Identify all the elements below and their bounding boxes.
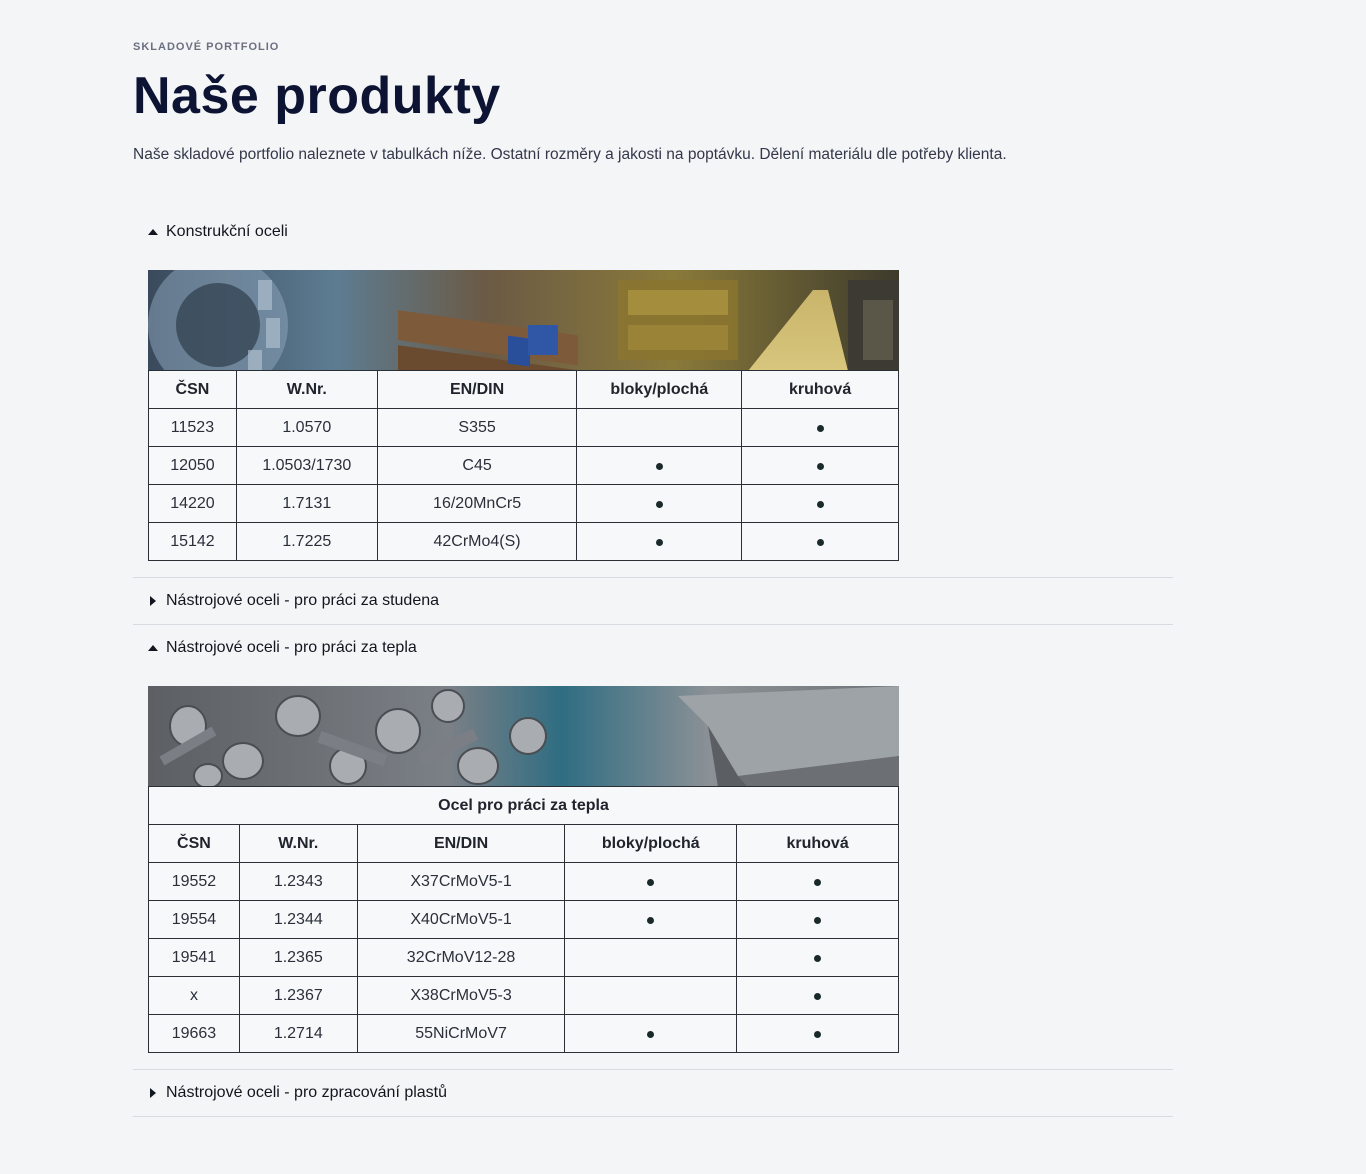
cell-bloky-plocha xyxy=(565,901,737,939)
cell-bloky-plocha xyxy=(565,977,737,1015)
bullet-dot-icon xyxy=(656,501,663,508)
table-konstrukcni-oceli xyxy=(148,370,899,561)
cell-wnr: 1.0570 xyxy=(236,409,377,447)
table-row xyxy=(149,901,899,939)
section-divider xyxy=(133,1069,1173,1070)
table-caption: Ocel pro práci za tepla xyxy=(149,787,899,825)
accordion-label: Nástrojové oceli - pro práci za tepla xyxy=(166,639,417,656)
cell-kruhova xyxy=(742,409,899,447)
table-row xyxy=(149,1015,899,1053)
cell-en-din: 32CrMoV12-28 xyxy=(357,939,565,977)
column-header: ČSN xyxy=(149,825,240,863)
table-header-row xyxy=(149,825,899,863)
cell-wnr: 1.2367 xyxy=(239,977,357,1015)
table-header-row xyxy=(149,371,899,409)
table-row xyxy=(149,977,899,1015)
cell-bloky-plocha xyxy=(565,1015,737,1053)
cell-en-din: X38CrMoV5-3 xyxy=(357,977,565,1015)
banner-image-warehouse xyxy=(148,270,899,371)
column-header: W.Nr. xyxy=(236,371,377,409)
accordion-label: Nástrojové oceli - pro práci za studena xyxy=(166,592,440,609)
accordion-konstrukcni-oceli[interactable] xyxy=(148,220,288,244)
steel-bars-photo xyxy=(148,686,899,787)
cell-en-din: 55NiCrMoV7 xyxy=(357,1015,565,1053)
cell-kruhova xyxy=(742,523,899,561)
cell-wnr: 1.0503/1730 xyxy=(236,447,377,485)
column-header: bloky/plochá xyxy=(565,825,737,863)
cell-csn: 14220 xyxy=(149,485,237,523)
bullet-dot-icon xyxy=(817,539,824,546)
table-caption-row xyxy=(149,787,899,825)
accordion-label: Konstrukční oceli xyxy=(166,223,288,240)
bullet-dot-icon xyxy=(814,993,821,1000)
table-row xyxy=(149,409,899,447)
cell-wnr: 1.7131 xyxy=(236,485,377,523)
bullet-dot-icon xyxy=(814,879,821,886)
bullet-dot-icon xyxy=(817,463,824,470)
column-header: bloky/plochá xyxy=(577,371,742,409)
column-header: EN/DIN xyxy=(357,825,565,863)
cell-en-din: S355 xyxy=(377,409,577,447)
cell-wnr: 1.2343 xyxy=(239,863,357,901)
accordion-nastrojove-tepla[interactable] xyxy=(148,636,417,660)
eyebrow-label: SKLADOVÉ PORTFOLIO xyxy=(133,41,280,53)
cell-csn: 19554 xyxy=(149,901,240,939)
bullet-dot-icon xyxy=(656,539,663,546)
bullet-dot-icon xyxy=(817,425,824,432)
cell-bloky-plocha xyxy=(577,485,742,523)
cell-bloky-plocha xyxy=(565,939,737,977)
section-divider xyxy=(133,1116,1173,1117)
bullet-dot-icon xyxy=(817,501,824,508)
table-nastrojove-tepla xyxy=(148,786,899,1053)
accordion-label: Nástrojové oceli - pro zpracování plastů xyxy=(166,1084,448,1101)
cell-csn: x xyxy=(149,977,240,1015)
cell-en-din: 16/20MnCr5 xyxy=(377,485,577,523)
cell-wnr: 1.2365 xyxy=(239,939,357,977)
banner-image-steel-bars xyxy=(148,686,899,787)
bullet-dot-icon xyxy=(656,463,663,470)
intro-text: Naše skladové portfolio naleznete v tabulkách níže. Ostatní rozměry a jakosti na poptávku. Dělení materiálu dle potřeby klienta. xyxy=(133,146,1007,163)
table-row xyxy=(149,863,899,901)
section-divider xyxy=(133,577,1173,578)
table-row xyxy=(149,447,899,485)
cell-wnr: 1.2344 xyxy=(239,901,357,939)
caret-up-icon xyxy=(148,645,158,651)
bullet-dot-icon xyxy=(647,917,654,924)
cell-kruhova xyxy=(742,485,899,523)
cell-en-din: X37CrMoV5-1 xyxy=(357,863,565,901)
cell-bloky-plocha xyxy=(577,447,742,485)
cell-kruhova xyxy=(742,447,899,485)
cell-csn: 11523 xyxy=(149,409,237,447)
cell-bloky-plocha xyxy=(577,523,742,561)
cell-csn: 15142 xyxy=(149,523,237,561)
bullet-dot-icon xyxy=(814,955,821,962)
caret-up-icon xyxy=(148,229,158,235)
caret-right-icon xyxy=(150,1088,156,1098)
caret-right-icon xyxy=(150,596,156,606)
cell-kruhova xyxy=(737,1015,899,1053)
cell-kruhova xyxy=(737,901,899,939)
cell-csn: 19663 xyxy=(149,1015,240,1053)
cell-en-din: X40CrMoV5-1 xyxy=(357,901,565,939)
cell-kruhova xyxy=(737,863,899,901)
cell-csn: 19541 xyxy=(149,939,240,977)
table-row xyxy=(149,523,899,561)
cell-en-din: 42CrMo4(S) xyxy=(377,523,577,561)
cell-en-din: C45 xyxy=(377,447,577,485)
column-header: EN/DIN xyxy=(377,371,577,409)
bullet-dot-icon xyxy=(647,879,654,886)
warehouse-photo xyxy=(148,270,899,371)
cell-csn: 19552 xyxy=(149,863,240,901)
cell-csn: 12050 xyxy=(149,447,237,485)
cell-wnr: 1.2714 xyxy=(239,1015,357,1053)
table-row xyxy=(149,939,899,977)
bullet-dot-icon xyxy=(647,1031,654,1038)
accordion-nastrojove-studena[interactable] xyxy=(148,589,439,613)
bullet-dot-icon xyxy=(814,917,821,924)
table-row xyxy=(149,485,899,523)
cell-wnr: 1.7225 xyxy=(236,523,377,561)
page-title: Naše produkty xyxy=(133,67,501,125)
bullet-dot-icon xyxy=(814,1031,821,1038)
column-header: kruhová xyxy=(737,825,899,863)
cell-kruhova xyxy=(737,939,899,977)
cell-kruhova xyxy=(737,977,899,1015)
accordion-nastrojove-plasty[interactable] xyxy=(148,1081,447,1105)
column-header: ČSN xyxy=(149,371,237,409)
column-header: W.Nr. xyxy=(239,825,357,863)
cell-bloky-plocha xyxy=(577,409,742,447)
section-divider xyxy=(133,624,1173,625)
cell-bloky-plocha xyxy=(565,863,737,901)
column-header: kruhová xyxy=(742,371,899,409)
